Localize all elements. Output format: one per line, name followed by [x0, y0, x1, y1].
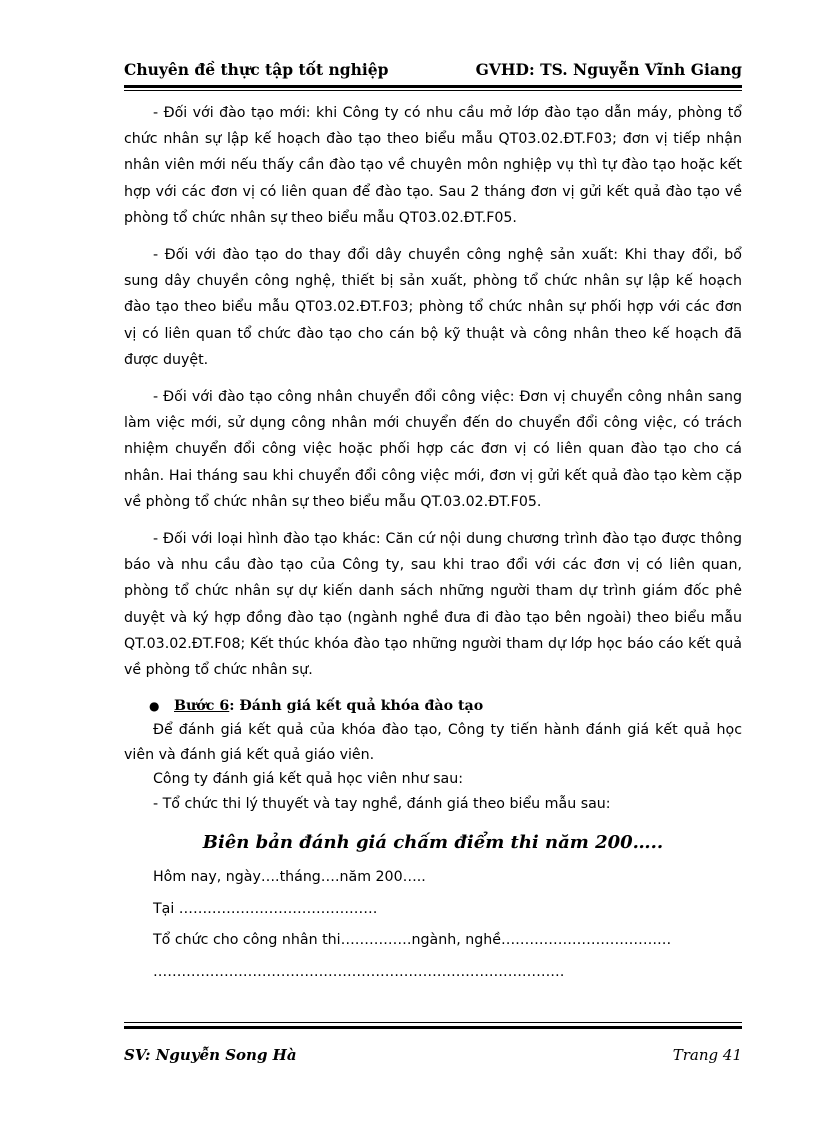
footer-rule-thick	[124, 1026, 742, 1029]
step-title: : Đánh giá kết quả khóa đào tạo	[229, 698, 484, 715]
footer-rule-thin	[124, 1022, 742, 1023]
paragraph-technology-change: - Đối với đào tạo do thay đổi dây chuyền công nghệ sản xuất: Khi thay đổi, bổ sung dây chuyền công nghệ, thiết bị sản xuất, phòng tổ chức nhân sự lập kế hoạch đào tạo theo biểu mẫu QT03.02.ĐT.F03; phòng tổ chức nhân sự phối hợp với các đơn vị có liên quan tổ chức đào tạo cho cán bộ kỹ thuật và công nhân theo kế hoạch đã được duyệt.	[124, 247, 742, 368]
form-title: Biên bản đánh giá chấm điểm thi năm 200…..	[202, 832, 664, 854]
step-label: Bước 6	[174, 698, 230, 715]
page-body	[124, 100, 742, 992]
step-line-exam: - Tổ chức thi lý thuyết và tay nghề, đánh giá theo biểu mẫu sau:	[153, 795, 611, 812]
footer-page-number: Trang 41	[672, 1046, 742, 1064]
bullet-icon: ●	[149, 699, 160, 714]
form-blank-line: ……………………………………………………………………………	[153, 963, 565, 980]
header-rule-thin	[124, 90, 742, 91]
step-intro: Để đánh giá kết quả của khóa đào tạo, Công ty tiến hành đánh giá kết quả học viên và đánh giá kết quả giáo viên.	[124, 722, 742, 763]
form-organize-line: Tổ chức cho công nhân thi……………ngành, nghề………………………………	[153, 932, 672, 949]
step-6-heading	[124, 694, 742, 718]
footer-student: SV: Nguyễn Song Hà	[124, 1046, 297, 1064]
header-rule-thick	[124, 85, 742, 88]
form-location-line: Tại ……………………………………	[153, 900, 378, 917]
header-course-title: Chuyên đề thực tập tốt nghiệp	[124, 60, 389, 79]
paragraph-new-training: - Đối với đào tạo mới: khi Công ty có nhu cầu mở lớp đào tạo dẫn máy, phòng tổ chức nhân sự lập kế hoạch đào tạo theo biểu mẫu QT03.02.ĐT.F03; đơn vị tiếp nhận nhân viên mới nếu thấy cần đào tạo về chuyên môn nghiệp vụ thì tự đào tạo hoặc kết hợp với các đơn vị có liên quan để đào tạo. Sau 2 tháng đơn vị gửi kết quả đào tạo về phòng tổ chức nhân sự theo biểu mẫu QT03.02.ĐT.F05.	[124, 105, 742, 226]
step-line-students: Công ty đánh giá kết quả học viên như sau:	[153, 771, 464, 788]
form-date-line: Hôm nay, ngày….tháng….năm 200…..	[153, 869, 426, 886]
page-header	[124, 54, 742, 84]
paragraph-other-training: - Đối với loại hình đào tạo khác: Căn cứ nội dung chương trình đào tạo được thông báo và nhu cầu đào tạo của Công ty, sau khi trao đổi với các đơn vị có liên quan, phòng tổ chức nhân sự dự kiến danh sách những người tham dự trình giám đốc phê duyệt và ký hợp đồng đào tạo (ngành nghề đưa đi đào tạo bên ngoài) theo biểu mẫu QT.03.02.ĐT.F08; Kết thúc khóa đào tạo những người tham dự lớp học báo cáo kết quả về phòng tổ chức nhân sự.	[124, 531, 742, 679]
paragraph-job-transfer: - Đối với đào tạo công nhân chuyển đổi công việc: Đơn vị chuyển công nhân sang làm việc mới, sử dụng công nhân mới chuyển đến do chuyển đổi công việc, có trách nhiệm chuyển đổi công việc hoặc phối hợp các đơn vị có liên quan đào tạo cho cá nhân. Hai tháng sau khi chuyển đổi công việc mới, đơn vị gửi kết quả đào tạo kèm cặp về phòng tổ chức nhân sự theo biểu mẫu QT.03.02.ĐT.F05.	[124, 389, 742, 510]
page-footer	[124, 1042, 742, 1072]
header-supervisor: GVHD: TS. Nguyễn Vĩnh Giang	[475, 60, 742, 79]
